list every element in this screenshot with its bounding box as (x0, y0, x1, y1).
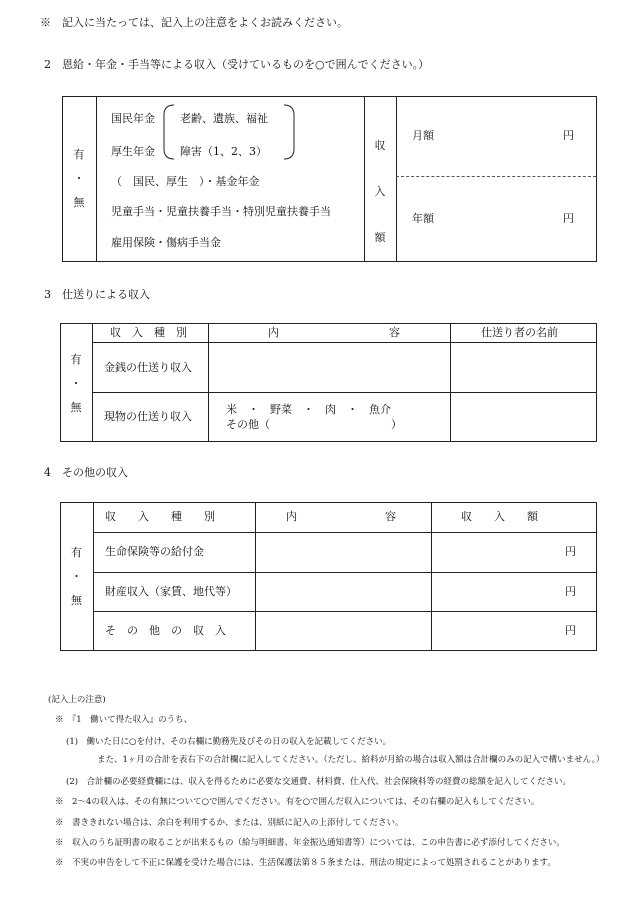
reason-disability[interactable]: 障害（1、2、3） (180, 145, 267, 158)
kokumin-nenkin[interactable]: 国民年金 (111, 112, 155, 125)
presence-yes[interactable]: 有 (73, 148, 85, 161)
section-2-heading: 2 恩給・年金・手当等による収入（受けているものを○で囲んでください。） (44, 58, 430, 71)
employment-insurance[interactable]: 雇用保険・傷病手当金 (111, 236, 221, 249)
row-money-remittance: 金銭の仕送り収入 (104, 361, 192, 374)
section-3-presence: 有 ・ 無 (60, 348, 92, 420)
row-goods-remittance: 現物の仕送り収入 (104, 410, 192, 423)
col-content: 内 容 (268, 326, 400, 339)
note-line: ※ 書ききれない場合は、余白を利用するか、または、別紙に記入の上添付してください。 (55, 818, 404, 828)
notes-title: (記入上の注意) (48, 695, 106, 705)
presence-no[interactable]: 無 (73, 196, 85, 209)
note-line: ※ 2～4の収入は、その有無について○で囲んでください。有を○で囲んだ収入については、その右欄の記入もしてください。 (55, 797, 540, 807)
presence-no[interactable]: 無 (70, 401, 82, 414)
row-property-income: 財産収入（家賃、地代等） (105, 585, 237, 598)
col-income-type: 収 入 種 別 (110, 326, 187, 339)
presence-no[interactable]: 無 (71, 594, 82, 607)
monthly-label: 月額 (412, 129, 434, 142)
note-line: (1) 働いた日に○を付け、その右欄に勤務先及びその日の収入を記載してください。 (66, 737, 392, 747)
section-2-presence: 有 ・ 無 (62, 143, 96, 215)
kikin-nenkin[interactable]: （ 国民、厚生 ）・基金年金 (111, 175, 260, 188)
kosei-nenkin[interactable]: 厚生年金 (111, 145, 155, 158)
col-income-amount: 収 入 額 (461, 510, 538, 523)
note-line: また、1ヶ月の合計を表右下の合計欄に記入してください。（ただし、給料が月給の場合は収入額は合計欄のみの記入で構いません。） (97, 755, 605, 765)
row-other-income: そ の 他 の 収 入 (105, 624, 226, 637)
col-sender-name: 仕送り者の名前 (481, 326, 558, 339)
presence-yes[interactable]: 有 (71, 546, 82, 559)
note-line: ※ 不実の申告をして不正に保護を受けた場合には、生活保護法第８５条または、刑法の規定によって処罰されることがあります。 (55, 858, 556, 868)
yearly-label: 年額 (412, 212, 434, 225)
col-income-type: 収 入 種 別 (105, 510, 215, 523)
presence-yes[interactable]: 有 (70, 353, 82, 366)
income-amount-label: 収 入 額 (374, 139, 386, 244)
yen-row2: 円 (565, 585, 576, 598)
yearly-yen: 円 (563, 212, 574, 225)
col-content: 内 容 (286, 510, 396, 523)
yen-row1: 円 (565, 545, 576, 558)
note-line: (2) 合計欄の必要経費欄には、収入を得るために必要な交通費、材料費、仕入代、社会保険料等の経費の総額を記入してください。 (66, 777, 572, 787)
goods-options[interactable]: 米 ・ 野菜 ・ 肉 ・ 魚介 (226, 403, 391, 416)
section-4-heading: 4 その他の収入 (44, 466, 128, 479)
row-life-insurance: 生命保険等の給付金 (105, 545, 204, 558)
reason-old-age[interactable]: 老齢、遺族、福祉 (180, 112, 268, 125)
monthly-yen: 円 (563, 129, 574, 142)
top-note: ※ 記入に当たっては、記入上の注意をよくお読みください。 (40, 16, 348, 29)
note-line: ※ 『1 働いて得た収入』のうち、 (55, 715, 193, 725)
yen-row3: 円 (565, 624, 576, 637)
goods-other[interactable]: その他（ ） (226, 418, 402, 431)
section-3-heading: 3 仕送りによる収入 (44, 288, 150, 301)
section-4-presence: 有 ・ 無 (60, 541, 93, 613)
child-allowances[interactable]: 児童手当・児童扶養手当・特別児童扶養手当 (111, 205, 331, 218)
note-line: ※ 収入のうち証明書の取ることが出来るもの（給与明細書、年金振込通知書等）については、この申告書に必ず添付してください。 (55, 838, 565, 848)
